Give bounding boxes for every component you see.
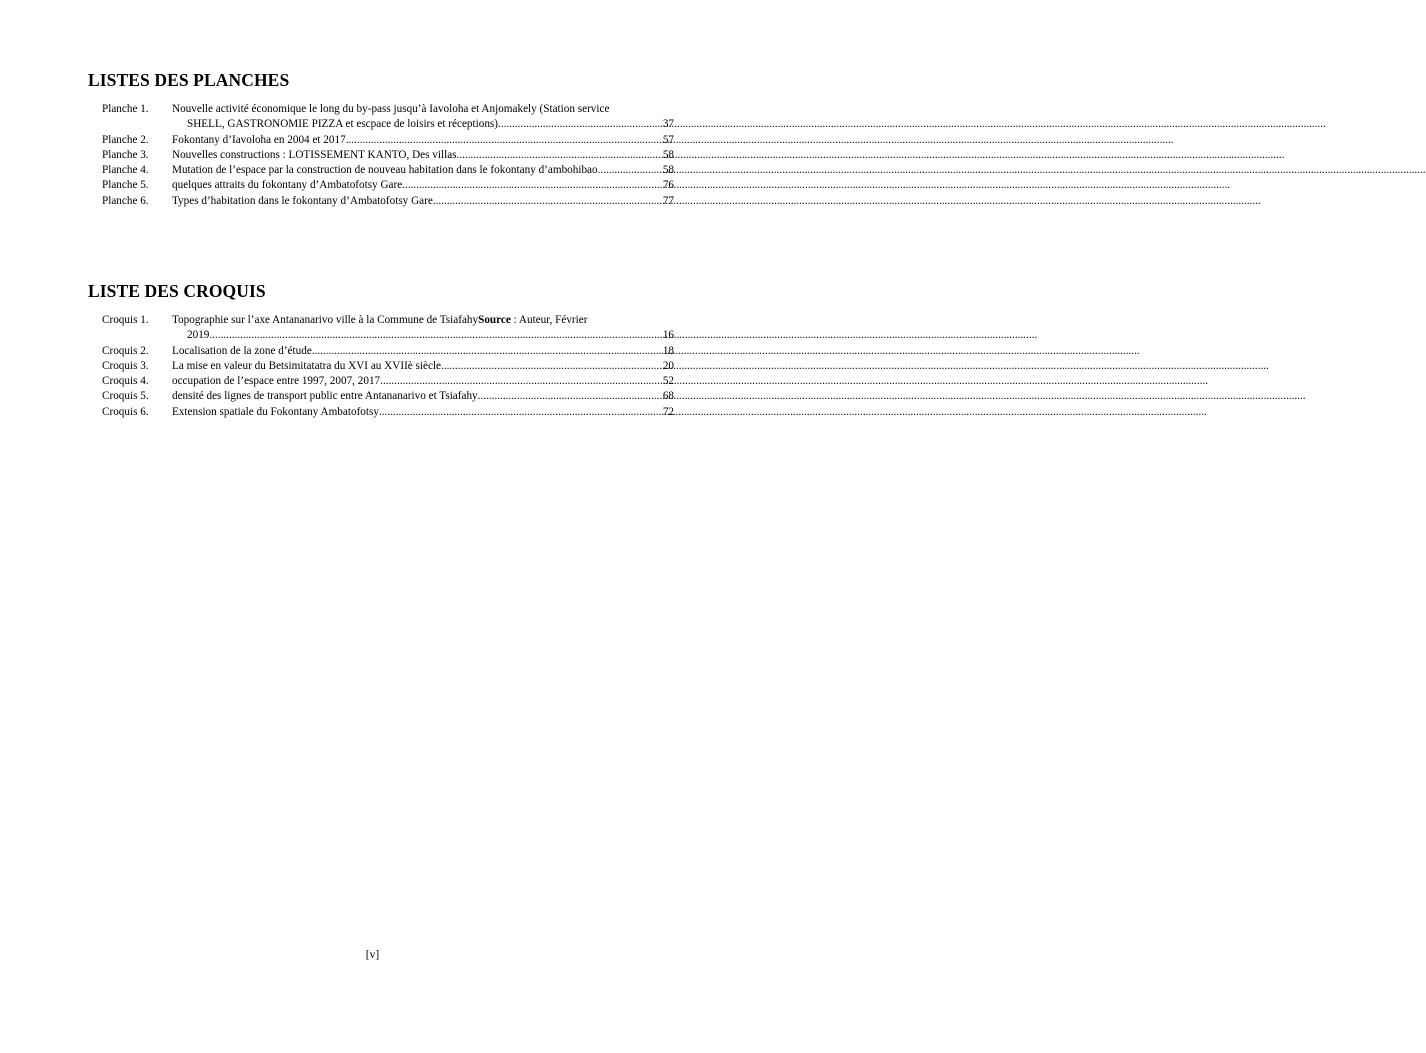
entry-text: quelques attraits du fokontany d’Ambatofotsy Gare: [172, 179, 403, 192]
dot-leader: [209, 328, 662, 343]
planches-section-title: LISTES DES PLANCHES: [88, 70, 290, 90]
page-number: 18: [662, 344, 674, 357]
entry-text-line2: SHELL, GASTRONOMIE PIZZA et escpace de loisirs et réceptions): [187, 118, 499, 131]
planche-entry-6[interactable]: [102, 194, 674, 209]
planche-entry-5[interactable]: [102, 178, 674, 193]
entry-label: Planche 2.: [102, 133, 149, 146]
dot-leader: [433, 194, 663, 209]
croquis-entry-2[interactable]: [102, 344, 674, 359]
croquis-entry-6[interactable]: [102, 405, 674, 420]
planche-entry-3[interactable]: [102, 148, 674, 163]
entry-label: Croquis 1.: [102, 314, 149, 326]
croquis-entry-1[interactable]: [102, 313, 674, 344]
entry-label: Croquis 3.: [102, 359, 149, 372]
entry-label: Croquis 2.: [102, 344, 149, 357]
entry-text: La mise en valeur du Betsimitatatra du XVI au XVIIè siècle: [172, 359, 442, 372]
entry-label: Planche 3.: [102, 148, 149, 161]
dot-leader: [402, 178, 663, 193]
page-number: 52: [662, 375, 674, 388]
entry-text: Fokontany d’Iavoloha en 2004 et 2017: [172, 133, 346, 146]
dot-leader: [457, 148, 663, 163]
dot-leader: [441, 359, 663, 374]
entry-text: Mutation de l’espace par la construction de nouveau habitation dans le fokontany d’ambohibao: [172, 164, 598, 177]
planche-entry-1[interactable]: [102, 102, 674, 133]
croquis-list: [102, 313, 674, 420]
dot-leader: [312, 344, 663, 359]
page-number: 58: [662, 148, 674, 161]
source-label: Source: [478, 314, 511, 326]
entry-text: densité des lignes de transport public entre Antananarivo et Tsiafahy: [172, 390, 478, 403]
croquis-entry-4[interactable]: [102, 374, 674, 389]
page-number: 76: [662, 179, 674, 192]
planche-entry-2[interactable]: [102, 133, 674, 148]
entry-label: Croquis 6.: [102, 405, 149, 418]
dot-leader: [346, 133, 663, 148]
entry-text-part: : Auteur, Février: [510, 314, 588, 326]
dot-leader: [598, 163, 663, 178]
entry-text-line2: 2019: [187, 329, 210, 342]
planche-entry-4[interactable]: [102, 163, 674, 178]
page-number: 16: [662, 329, 674, 342]
planches-list: [102, 102, 674, 209]
entry-text-line1: [172, 313, 674, 328]
dot-leader: [478, 389, 663, 404]
dot-leader: [379, 405, 663, 420]
entry-label: Croquis 4.: [102, 375, 149, 388]
dot-leader: [380, 374, 663, 389]
page-number: 37: [662, 118, 674, 131]
page-number: 57: [662, 133, 674, 146]
page-number: 68: [662, 390, 674, 403]
entry-text: Localisation de la zone d’étude: [172, 344, 312, 357]
entry-text: Extension spatiale du Fokontany Ambatofotsy: [172, 405, 379, 418]
entry-label: Planche 6.: [102, 194, 149, 207]
entry-text: Nouvelles constructions : LOTISSEMENT KANTO, Des villas: [172, 148, 457, 161]
entry-text-part: Topographie sur l’axe Antananarivo ville à la Commune de Tsiafahy: [172, 314, 479, 326]
dot-leader: [498, 117, 663, 132]
page-number-footer: [v]: [365, 949, 380, 961]
entry-text: Types d’habitation dans le fokontany d’Ambatofotsy Gare: [172, 194, 433, 207]
page-number: 72: [662, 405, 674, 418]
entry-label: Planche 1.: [102, 103, 149, 115]
entry-text-line1: Nouvelle activité économique le long du by-pass jusqu’à Iavoloha et Anjomakely (Station service: [172, 103, 610, 115]
page-number: 58: [662, 164, 674, 177]
page-number: 77: [662, 194, 674, 207]
croquis-entry-5[interactable]: [102, 389, 674, 404]
entry-label: Planche 4.: [102, 164, 149, 177]
page-number: 20: [662, 359, 674, 372]
entry-text: occupation de l’espace entre 1997, 2007, 2017: [172, 375, 381, 388]
entry-label: Croquis 5.: [102, 390, 149, 403]
croquis-section-title: LISTE DES CROQUIS: [88, 281, 266, 301]
croquis-entry-3[interactable]: [102, 359, 674, 374]
entry-label: Planche 5.: [102, 179, 149, 192]
